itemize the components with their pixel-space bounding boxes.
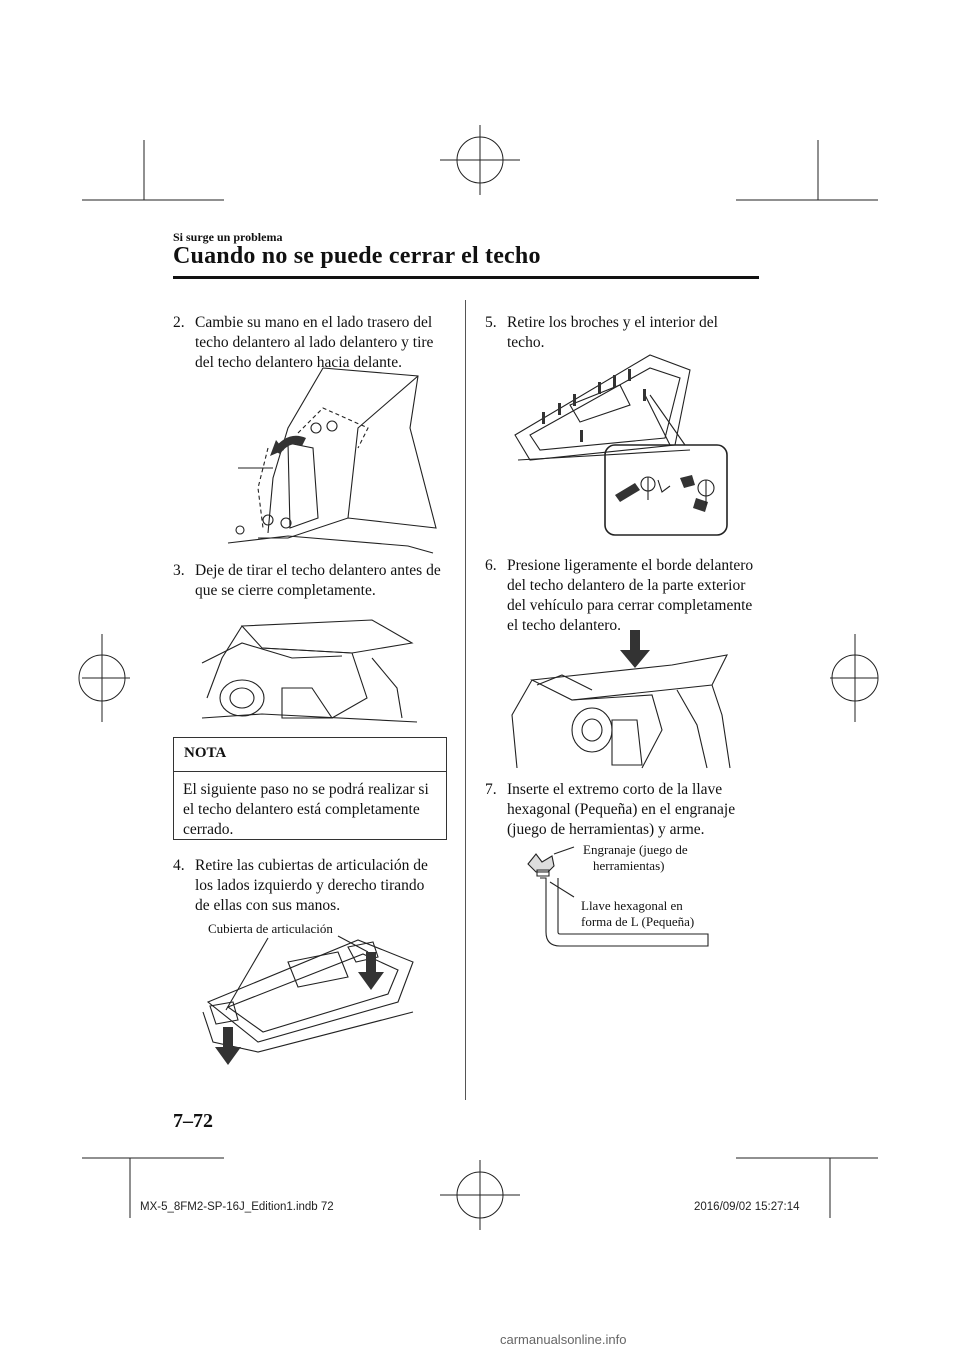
step-line: que se cierre completamente. [195, 582, 376, 599]
step-6: 6. Presione ligeramente el borde delantero del techo delantero de la parte exterior del vehículo para cerrar completamente el techo delantero. [485, 556, 770, 636]
step-line: techo delantero al lado delantero y tire [195, 334, 434, 351]
step-2: 2. Cambie su mano en el lado trasero del techo delantero al lado delantero y tire del techo delantero hacia delante. [173, 313, 453, 373]
note-body [183, 780, 443, 840]
note-box [173, 737, 447, 840]
hex-key-label: Llave hexagonal en forma de L (Pequeña) [581, 898, 695, 929]
step-line: (juego de herramientas) y arme. [507, 821, 705, 838]
step-line: Retire los broches y el interior del [507, 314, 718, 331]
step-line: del techo delantero hacia delante. [195, 354, 402, 371]
step-line: del techo delantero de la parte exterior [507, 577, 746, 594]
step-line: Retire las cubiertas de articulación de [195, 857, 428, 874]
step-line: Deje de tirar el techo delantero antes de [195, 562, 441, 579]
note-line: El siguiente paso no se podrá realizar si [183, 781, 429, 798]
pull-front-roof-illustration [228, 368, 438, 558]
remove-hinge-covers-illustration [198, 932, 418, 1067]
note-header [174, 738, 446, 772]
step-line: Cambie su mano en el lado trasero del [195, 314, 433, 331]
step-5: 5. Retire los broches y el interior del techo. [485, 313, 765, 353]
remove-clips-illustration [510, 350, 740, 540]
step-3: 3. Deje de tirar el techo delantero antes de que se cierre completamente. [173, 561, 453, 601]
step-line: techo. [507, 334, 545, 351]
step-line: hexagonal (Pequeña) en el engranaje [507, 801, 736, 818]
step-line: los lados izquierdo y derecho tirando [195, 877, 425, 894]
hinge-cover-label: Cubierta de articulación [208, 921, 333, 936]
step-line: Inserte el extremo corto de la llave [507, 781, 723, 798]
footer-filename: MX-5_8FM2-SP-16J_Edition1.indb 72 [140, 1201, 334, 1213]
section-label: Si surge un problema [173, 230, 283, 244]
step-line: Presione ligeramente el borde delantero [507, 557, 754, 574]
watermark: carmanualsonline.info [500, 1332, 627, 1347]
step-line: del vehículo para cerrar completamente [507, 597, 753, 614]
title-rule [173, 276, 759, 279]
page-title: Cuando no se puede cerrar el techo [173, 243, 541, 269]
press-front-roof-illustration [512, 630, 732, 770]
page-number: 7–72 [173, 1110, 213, 1132]
step-line: de ellas con sus manos. [195, 897, 341, 914]
note-line: cerrado. [183, 821, 234, 838]
column-divider [465, 300, 466, 1100]
step-4: 4. Retire las cubiertas de articulación de los lados izquierdo y derecho tirando de ellas con sus manos. [173, 856, 453, 916]
footer-timestamp: 2016/09/02 15:27:14 [694, 1201, 800, 1213]
step-7: 7. Inserte el extremo corto de la llave hexagonal (Pequeña) en el engranaje (juego de herramientas) y arme. [485, 780, 765, 840]
note-heading: NOTA [184, 745, 227, 761]
note-line: el techo delantero está completamente [183, 801, 420, 818]
gear-label: Engranaje (juego de herramientas) [583, 842, 688, 873]
stop-pulling-roof-illustration [202, 618, 417, 723]
step-line: el techo delantero. [507, 617, 622, 634]
